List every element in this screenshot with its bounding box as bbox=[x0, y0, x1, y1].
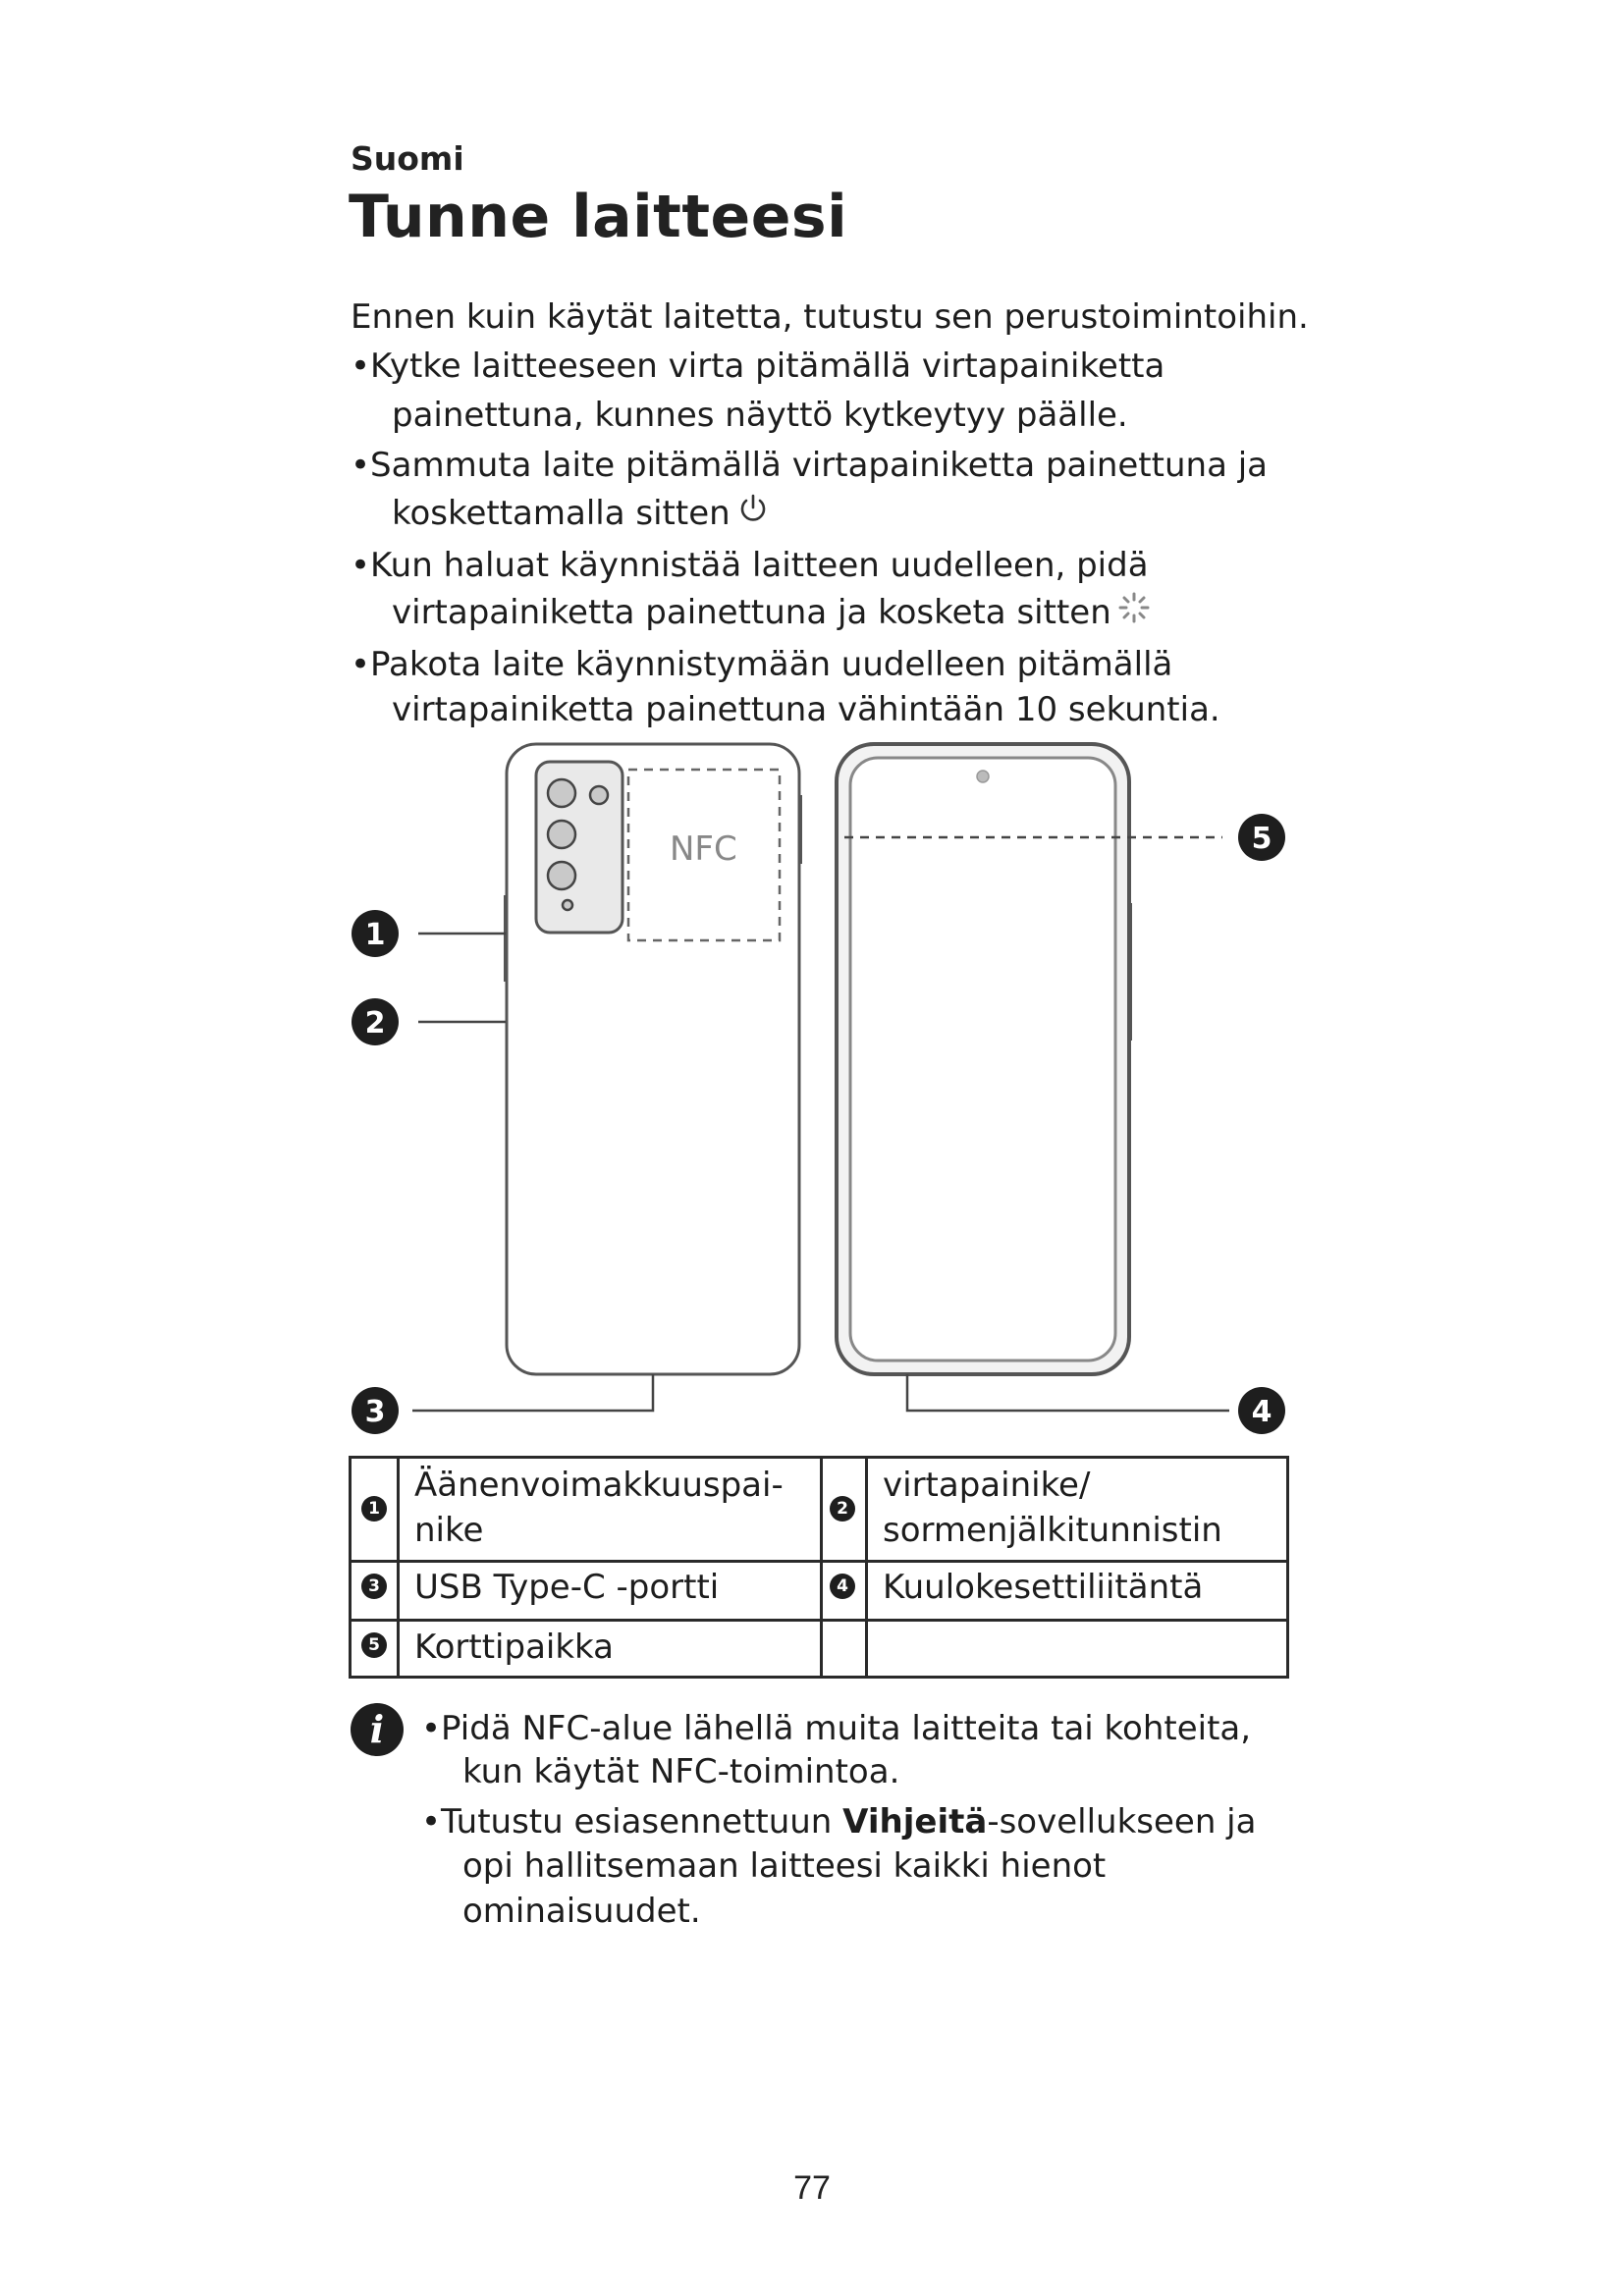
device-diagram bbox=[334, 726, 1296, 1453]
legend-volume-button-cont: nike bbox=[414, 1511, 484, 1550]
svg-text:3: 3 bbox=[364, 1395, 386, 1429]
legend-number-2: 2 bbox=[830, 1496, 855, 1522]
note-tips-cont: opi hallitsemaan laitteesi kaikki hienot bbox=[462, 1846, 1107, 1886]
table-divider bbox=[352, 1619, 1286, 1622]
callout-5 bbox=[1238, 814, 1285, 861]
language-label: Suomi bbox=[351, 139, 464, 178]
svg-text:2: 2 bbox=[364, 1006, 386, 1041]
legend-table bbox=[349, 1456, 1289, 1679]
table-divider bbox=[397, 1459, 400, 1676]
front-camera bbox=[977, 771, 989, 782]
bullet-power-off-cont bbox=[392, 491, 770, 538]
legend-number-4: 4 bbox=[830, 1574, 855, 1599]
legend-number-5: 5 bbox=[361, 1632, 387, 1658]
svg-text:1: 1 bbox=[364, 918, 386, 952]
table-divider bbox=[352, 1560, 1286, 1563]
legend-headset-jack: Kuulokesettiliitäntä bbox=[883, 1568, 1204, 1607]
legend-card-slot: Korttipaikka bbox=[414, 1628, 614, 1667]
note-nfc: •Pidä NFC-alue lähellä muita laitteita tai kohteita, bbox=[421, 1709, 1252, 1748]
callout-2 bbox=[352, 998, 399, 1045]
legend-power-button: virtapainike/ bbox=[883, 1466, 1091, 1505]
svg-text:5: 5 bbox=[1251, 822, 1272, 856]
legend-number-1: 1 bbox=[361, 1496, 387, 1522]
note-tips bbox=[421, 1799, 1256, 1845]
bullet-force-restart: •Pakota laite käynnistymään uudelleen pitämällä bbox=[351, 645, 1173, 684]
legend-usb-port: USB Type-C -portti bbox=[414, 1568, 720, 1607]
phone-screen bbox=[850, 758, 1115, 1361]
bullet-force-restart-cont: virtapainiketta painettuna vähintään 10 sekuntia. bbox=[392, 690, 1220, 729]
bullet-power-off-text: koskettamalla sitten bbox=[392, 494, 731, 533]
legend-volume-button: Äänenvoimakkuuspai- bbox=[414, 1466, 784, 1505]
restart-icon bbox=[1117, 591, 1151, 637]
bullet-power-on-cont: painettuna, kunnes näyttö kytkeytyy päälle. bbox=[392, 396, 1128, 435]
note-tips-cont-2: ominaisuudet. bbox=[462, 1892, 701, 1931]
info-icon: i bbox=[351, 1703, 404, 1756]
page-number: 77 bbox=[793, 2169, 831, 2207]
bullet-power-on: •Kytke laitteeseen virta pitämällä virtapainiketta bbox=[351, 347, 1165, 386]
callout-4 bbox=[1238, 1387, 1285, 1434]
note-tips-prefix: •Tutustu esiasennettuun bbox=[421, 1802, 843, 1842]
power-icon bbox=[736, 492, 770, 538]
intro-text: Ennen kuin käytät laitetta, tutustu sen perustoimintoihin. bbox=[351, 297, 1309, 337]
note-tips-suffix: -sovellukseen ja bbox=[987, 1802, 1257, 1842]
bullet-restart-cont bbox=[392, 590, 1151, 637]
callout-1 bbox=[352, 910, 399, 957]
callout-3 bbox=[352, 1387, 399, 1434]
legend-number-3: 3 bbox=[361, 1574, 387, 1599]
page-title: Tunne laitteesi bbox=[349, 183, 848, 251]
nfc-label: NFC bbox=[670, 829, 737, 869]
tips-app-name: Vihjeitä bbox=[842, 1802, 988, 1842]
bullet-restart-text: virtapainiketta painettuna ja kosketa sitten bbox=[392, 593, 1111, 632]
bullet-restart: •Kun haluat käynnistää laitteen uudelleen, pidä bbox=[351, 546, 1149, 585]
note-nfc-cont: kun käytät NFC-toimintoa. bbox=[462, 1752, 900, 1791]
svg-text:4: 4 bbox=[1251, 1395, 1272, 1429]
table-divider bbox=[865, 1459, 868, 1676]
legend-power-button-cont: sormenjälkitunnistin bbox=[883, 1511, 1222, 1550]
table-divider bbox=[820, 1459, 823, 1676]
bullet-power-off: •Sammuta laite pitämällä virtapainiketta painettuna ja bbox=[351, 446, 1268, 485]
